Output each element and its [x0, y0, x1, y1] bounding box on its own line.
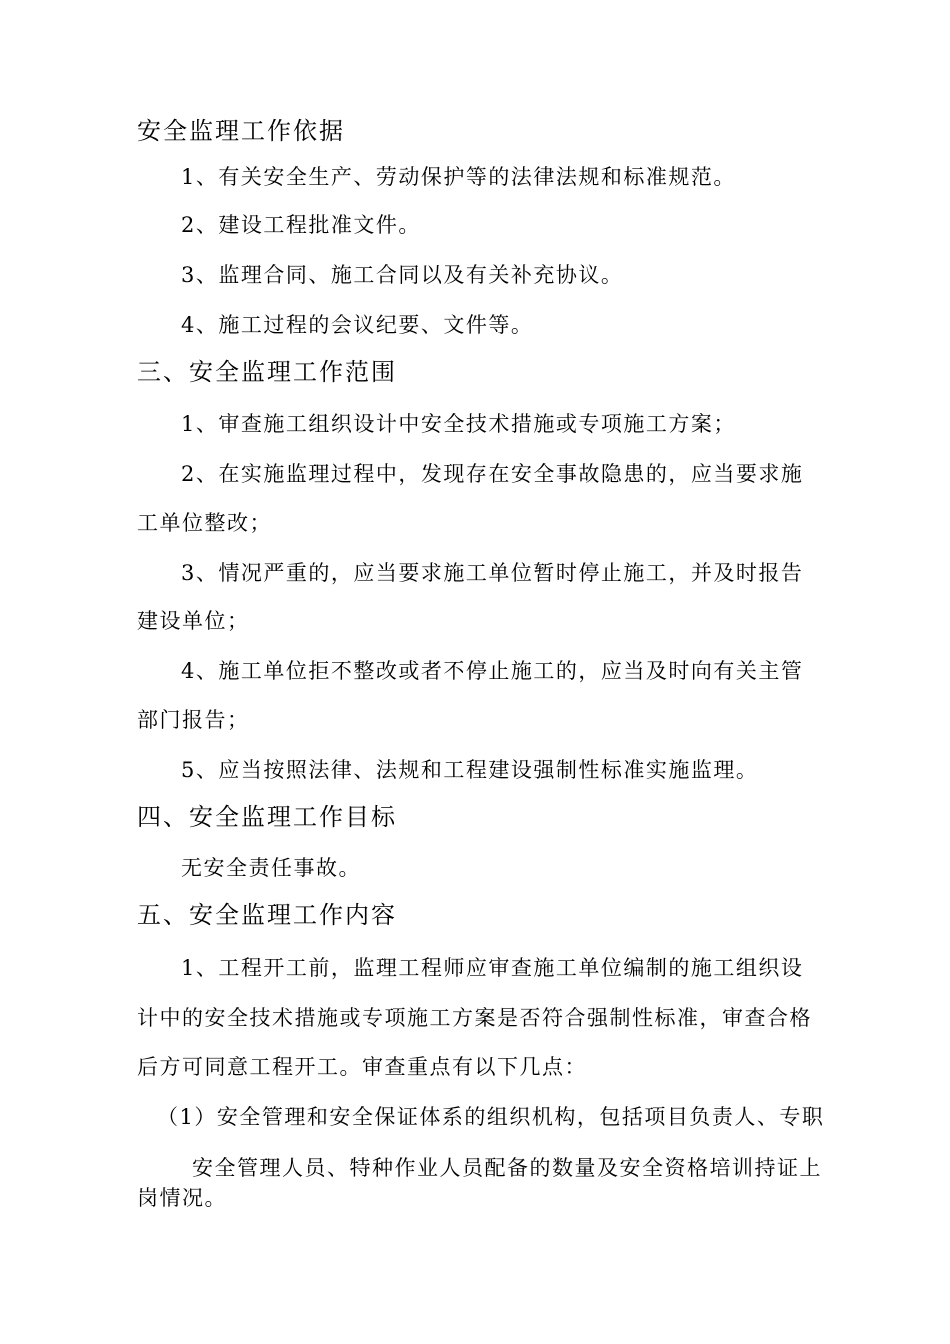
scope-item-continued: 建设单位；	[137, 609, 250, 633]
basis-item: 3、监理合同、施工合同以及有关补充协议。	[181, 263, 624, 287]
heading-content: 五、安全监理工作内容	[137, 901, 397, 929]
content-line: 计中的安全技术措施或专项施工方案是否符合强制性标准，审查合格	[137, 1006, 812, 1030]
heading-scope: 三、安全监理工作范围	[137, 358, 397, 386]
scope-item: 5、应当按照法律、法规和工程建设强制性标准实施监理。	[181, 758, 759, 782]
content-line: 1、工程开工前，监理工程师应审查施工单位编制的施工组织设	[181, 956, 804, 980]
scope-item-continued: 部门报告；	[137, 708, 250, 732]
basis-item: 1、有关安全生产、劳动保护等的法律法规和标准规范。	[181, 165, 736, 189]
content-line: 安全管理人员、特种作业人员配备的数量及安全资格培训持证上	[192, 1156, 822, 1180]
heading-basis: 安全监理工作依据	[137, 117, 345, 145]
content-line: （1）安全管理和安全保证体系的组织机构，包括项目负责人、专职	[157, 1105, 825, 1129]
content-line: 后方可同意工程开工。审查重点有以下几点：	[137, 1055, 587, 1079]
content-line: 岗情况。	[137, 1186, 227, 1210]
heading-goal: 四、安全监理工作目标	[137, 803, 397, 831]
basis-item: 2、建设工程批准文件。	[181, 213, 421, 237]
scope-item: 2、在实施监理过程中，发现存在安全事故隐患的，应当要求施	[181, 462, 804, 486]
scope-item: 4、施工单位拒不整改或者不停止施工的，应当及时向有关主管	[181, 659, 804, 683]
scope-item: 1、审查施工组织设计中安全技术措施或专项施工方案；	[181, 412, 736, 436]
scope-item: 3、情况严重的，应当要求施工单位暂时停止施工，并及时报告	[181, 561, 804, 585]
goal-text: 无安全责任事故。	[181, 856, 361, 880]
scope-item-continued: 工单位整改；	[137, 511, 272, 535]
basis-item: 4、施工过程的会议纪要、文件等。	[181, 313, 534, 337]
